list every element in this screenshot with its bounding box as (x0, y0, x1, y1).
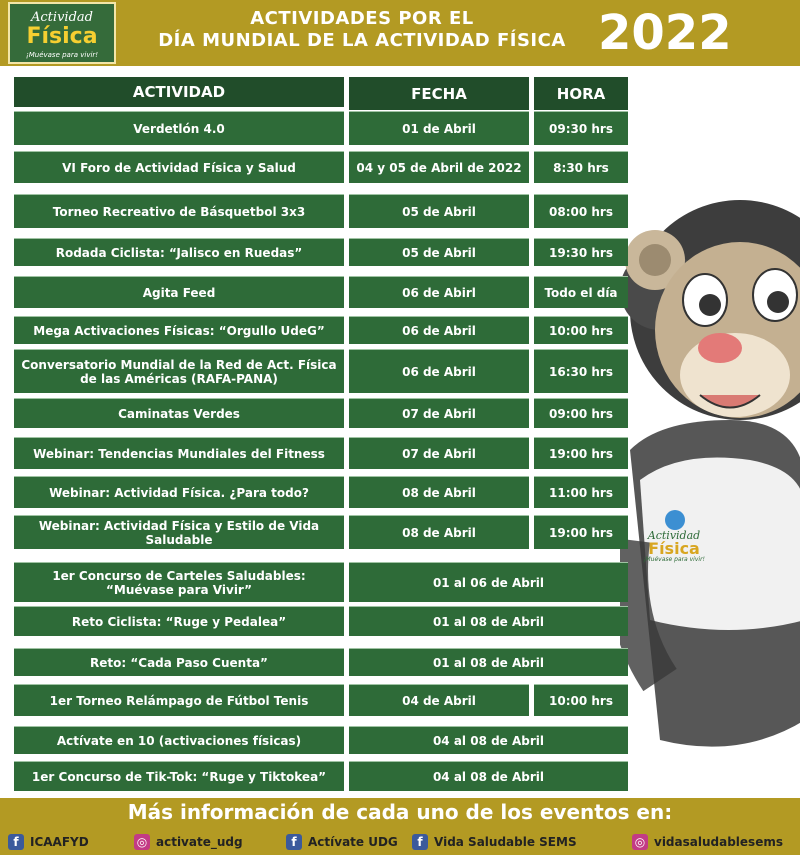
mascot-shirt-logo (634, 530, 714, 563)
activity-cell: Caminatas Verdes (14, 398, 344, 428)
date-cell: 08 de Abril (349, 515, 529, 549)
time-cell: 8:30 hrs (534, 151, 628, 183)
social-label: Vida Saludable SEMS (434, 835, 577, 849)
social-link[interactable] (286, 831, 398, 853)
logo-text-top: Actividad (31, 10, 93, 25)
time-cell: 10:00 hrs (534, 684, 628, 716)
activity-cell: Webinar: Actividad Física y Estilo de Vida Saludable (14, 515, 344, 549)
time-cell: 11:00 hrs (534, 476, 628, 508)
date-cell: 01 de Abril (349, 111, 529, 145)
logo-text-main: Física (26, 24, 98, 49)
social-label: ICAAFYD (30, 835, 89, 849)
date-cell: 07 de Abril (349, 398, 529, 428)
instagram-icon: ◎ (134, 834, 150, 850)
activity-cell: Rodada Ciclista: “Jalisco en Ruedas” (14, 238, 344, 266)
activity-cell: VI Foro de Actividad Física y Salud (14, 151, 344, 183)
time-cell: 19:00 hrs (534, 515, 628, 549)
time-cell: 08:00 hrs (534, 194, 628, 228)
title-line-2: DÍA MUNDIAL DE LA ACTIVIDAD FÍSICA (158, 30, 566, 51)
column-header-date: FECHA (349, 77, 529, 110)
date-cell: 07 de Abril (349, 437, 529, 469)
activity-cell: Mega Activaciones Físicas: “Orgullo UdeG” (14, 316, 344, 344)
social-label: Actívate UDG (308, 835, 398, 849)
date-cell: 01 al 06 de Abril (349, 562, 628, 602)
actividad-fisica-logo (8, 2, 116, 64)
social-link[interactable] (134, 831, 243, 853)
facebook-icon: f (412, 834, 428, 850)
facebook-icon: f (8, 834, 24, 850)
header-banner (0, 0, 800, 66)
date-cell: 04 y 05 de Abril de 2022 (349, 151, 529, 183)
activity-cell: Torneo Recreativo de Básquetbol 3x3 (14, 194, 344, 228)
activity-cell: Conversatorio Mundial de la Red de Act. Física de las Américas (RAFA-PANA) (14, 349, 344, 393)
time-cell: 16:30 hrs (534, 349, 628, 393)
time-cell: 19:30 hrs (534, 238, 628, 266)
year-label: 2022 (598, 5, 732, 61)
logo-slogan: ¡Muévase para vivir! (25, 51, 99, 59)
date-cell: 05 de Abril (349, 238, 529, 266)
date-cell: 06 de Abirl (349, 276, 529, 308)
facebook-icon: f (286, 834, 302, 850)
social-link[interactable] (632, 831, 783, 853)
activity-cell: 1er Concurso de Carteles Saludables: “Muévase para Vivir” (14, 562, 344, 602)
activity-cell: Webinar: Actividad Física. ¿Para todo? (14, 476, 344, 508)
mascot-shirt-logo-line1: Actividad (647, 529, 701, 542)
title-line-1: ACTIVIDADES POR EL (250, 8, 474, 29)
activity-cell: Verdetlón 4.0 (14, 111, 344, 145)
page-title (132, 8, 592, 52)
date-cell: 06 de Abril (349, 316, 529, 344)
activity-cell: Webinar: Tendencias Mundiales del Fitness (14, 437, 344, 469)
time-cell: 19:00 hrs (534, 437, 628, 469)
social-label: activate_udg (156, 835, 243, 849)
activity-cell: Reto Ciclista: “Ruge y Pedalea” (14, 606, 344, 636)
date-cell: 01 al 08 de Abril (349, 648, 628, 676)
activity-cell: 1er Torneo Relámpago de Fútbol Tenis (14, 684, 344, 716)
social-link[interactable] (412, 831, 577, 853)
time-cell: 09:00 hrs (534, 398, 628, 428)
lion-mascot-illustration (620, 120, 800, 800)
activity-cell: Actívate en 10 (activaciones físicas) (14, 726, 344, 754)
time-cell: 10:00 hrs (534, 316, 628, 344)
mascot-shirt-logo-line2: Física (648, 539, 700, 558)
time-cell: Todo el día (534, 276, 628, 308)
instagram-icon: ◎ (632, 834, 648, 850)
date-cell: 04 al 08 de Abril (349, 761, 628, 791)
column-header-activity: ACTIVIDAD (14, 77, 344, 107)
activity-cell: Agita Feed (14, 276, 344, 308)
date-cell: 08 de Abril (349, 476, 529, 508)
date-cell: 04 al 08 de Abril (349, 726, 628, 754)
date-cell: 04 de Abril (349, 684, 529, 716)
activity-cell: 1er Concurso de Tik-Tok: “Ruge y Tiktokea” (14, 761, 344, 791)
column-header-time: HORA (534, 77, 628, 110)
mascot-shirt-logo-line3: ¡Muévase para vivir! (643, 556, 705, 563)
social-link[interactable] (8, 831, 89, 853)
time-cell: 09:30 hrs (534, 111, 628, 145)
date-cell: 05 de Abril (349, 194, 529, 228)
footer-title: Más información de cada uno de los eventos en: (127, 800, 673, 824)
activity-cell: Reto: “Cada Paso Cuenta” (14, 648, 344, 676)
social-label: vidasaludablesems (654, 835, 783, 849)
date-cell: 01 al 08 de Abril (349, 606, 628, 636)
date-cell: 06 de Abril (349, 349, 529, 393)
